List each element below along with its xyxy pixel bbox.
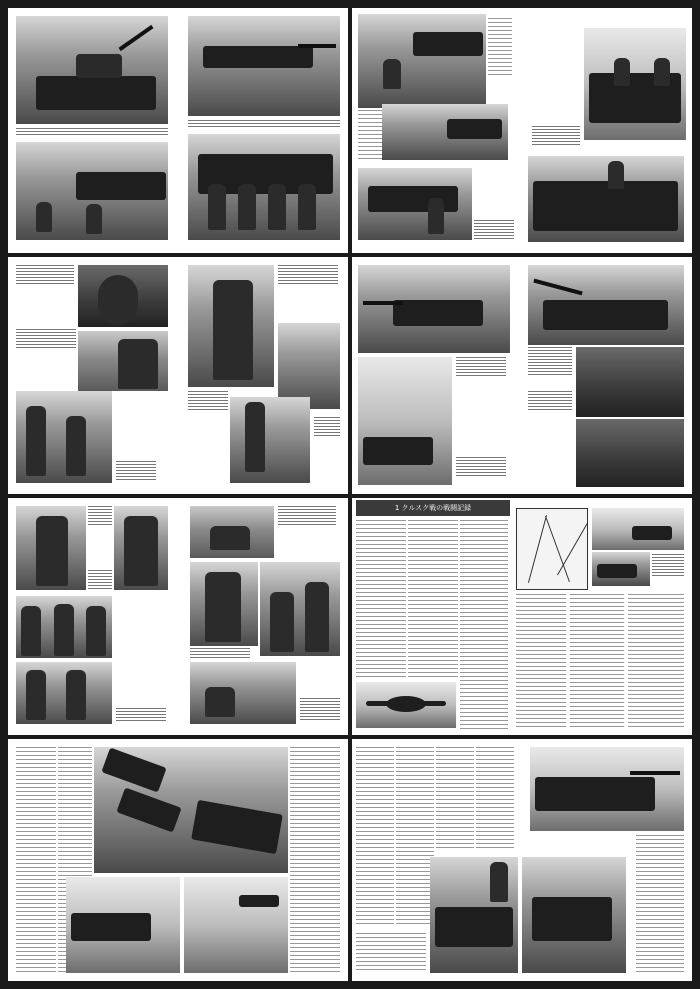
photo-tiger-crew-field: [358, 265, 510, 353]
photo-tiger-gun-raised: [528, 265, 684, 345]
tank-gun: [533, 279, 582, 296]
soldier-figure: [66, 416, 86, 476]
photo-caption: [16, 128, 168, 136]
spread-2-left: [8, 257, 348, 494]
soldier-figure: [98, 275, 138, 325]
soldier-figure: [26, 406, 46, 476]
soldier-figure: [608, 161, 624, 189]
caption-text: [488, 18, 512, 78]
soldier-figure: [210, 526, 250, 550]
photo-caption: [88, 506, 112, 526]
photo-tank-horizon-2: [184, 877, 288, 973]
spread-1-right: [352, 8, 692, 253]
photo-soldier-on-tank: [430, 857, 518, 973]
photo-caption: [116, 708, 166, 722]
photo-caption: [532, 126, 580, 146]
article-column: [636, 835, 684, 973]
photo-caption: [474, 220, 514, 240]
tank-hull: [36, 76, 156, 110]
soldier-figure: [36, 202, 52, 232]
tank-hull: [532, 897, 612, 941]
soldier-figure: [54, 604, 74, 656]
soldier-figure: [21, 606, 41, 656]
soldier-figure: [66, 670, 86, 720]
article-column: [570, 594, 624, 730]
soldier-figure: [205, 572, 241, 642]
tank-gun: [118, 25, 153, 51]
photo-soldiers-trench: [230, 397, 310, 483]
railcar: [116, 788, 181, 833]
article-column: [356, 747, 394, 927]
tank-hull: [413, 32, 483, 56]
soldier-figure: [86, 204, 102, 234]
soldier-figure: [490, 862, 508, 902]
photo-ferdinand-tank: [530, 747, 684, 831]
photo-soldiers-smoking: [260, 562, 340, 656]
photo-tank-interior: [576, 347, 684, 417]
article-column: [396, 747, 434, 927]
battle-map: [516, 508, 588, 590]
article-column: [16, 747, 56, 973]
photo-crew-on-tank: [584, 28, 686, 140]
photo-soldier-headphones: [78, 265, 168, 327]
photo-tank-horizon: [358, 357, 452, 485]
photo-tank-village: [16, 142, 168, 240]
photo-caption: [652, 554, 684, 578]
article-column: [460, 520, 508, 730]
map-line: [557, 523, 588, 575]
photo-caption: [188, 391, 228, 411]
soldier-figure: [26, 670, 46, 720]
soldier-figure: [428, 198, 444, 234]
soldier-figure: [238, 184, 256, 230]
photo-caption: [314, 417, 340, 437]
article-column: [408, 520, 458, 680]
spread-4-left: [8, 739, 348, 981]
photo-tank-column: [188, 16, 340, 116]
tank-hull: [71, 913, 151, 941]
tank-turret: [76, 54, 122, 78]
soldier-figure: [205, 687, 235, 717]
photo-caption: [528, 347, 572, 377]
photo-caption: [88, 570, 112, 590]
tank-hull: [447, 119, 502, 139]
tank-hull: [239, 895, 279, 907]
tank-hull: [363, 437, 433, 465]
article-column: [516, 594, 566, 730]
photo-officer-map: [16, 506, 86, 590]
spread-3-left: [8, 498, 348, 735]
soldier-figure: [118, 339, 158, 389]
photo-caption: [16, 329, 76, 349]
soldier-figure: [213, 280, 253, 380]
photo-soldiers-trench-rest: [190, 562, 258, 646]
map-line: [528, 515, 547, 583]
photo-tank-small: [592, 552, 650, 586]
soldier-figure: [614, 58, 630, 86]
photo-tank-crew: [358, 168, 472, 240]
photo-caption: [278, 506, 336, 526]
photo-soldier-helmet: [188, 265, 274, 387]
photo-tiger-closeup: [528, 156, 684, 242]
photo-tank-wreck: [522, 857, 626, 973]
spread-3-right: [352, 498, 692, 735]
photo-caption: [190, 648, 250, 660]
aircraft-wing: [366, 701, 446, 706]
soldier-figure: [305, 582, 329, 652]
tank-gun: [630, 771, 680, 775]
tank-hull: [203, 46, 313, 68]
soldier-figure: [124, 516, 158, 586]
photo-soldiers-group: [16, 596, 112, 658]
tank-hull: [535, 777, 655, 811]
article-column: [628, 594, 684, 730]
soldier-figure: [383, 59, 401, 89]
article-column: [356, 520, 406, 680]
photo-caption: [528, 391, 572, 411]
tank-hull: [76, 172, 166, 200]
photo-soldiers-foxhole: [190, 662, 296, 724]
photo-soldiers-on-tank: [188, 134, 340, 240]
tank-hull: [533, 181, 678, 231]
soldier-figure: [654, 58, 670, 86]
article-column: [476, 747, 514, 851]
tank-hull: [543, 300, 668, 330]
tank-gun: [298, 44, 336, 48]
photo-caption: [16, 265, 74, 285]
tank-gun: [363, 301, 403, 305]
tank-hull: [597, 564, 637, 578]
tank-hull: [191, 800, 283, 854]
tank-hull: [632, 526, 672, 540]
photo-caption: [188, 120, 340, 128]
photo-tank-in-field: [382, 104, 508, 160]
photo-panther-tank: [184, 747, 288, 873]
chapter-heading: 1 クルスク戦の戦闘記録: [356, 500, 510, 516]
photo-caption: [456, 357, 506, 377]
photo-tank-train: [94, 747, 184, 873]
soldier-figure: [36, 516, 68, 586]
photo-officer-portrait: [114, 506, 168, 590]
soldier-figure: [298, 184, 316, 230]
soldier-figure: [86, 606, 106, 656]
tank-hull: [435, 907, 513, 947]
photo-soldier-binoculars: [78, 331, 168, 391]
article-column: [436, 747, 474, 851]
article-column: [356, 933, 426, 973]
photo-tank-with-soldiers: [358, 14, 486, 108]
spread-4-right: [352, 739, 692, 981]
photo-caption: [278, 265, 338, 285]
photo-soldiers-rifles: [16, 391, 112, 483]
photo-tank-plain: [66, 877, 180, 973]
photo-tiger-tank: [16, 16, 168, 124]
soldier-figure: [208, 184, 226, 230]
spread-2-right: [352, 257, 692, 494]
photo-tanks-distance: [592, 508, 684, 550]
soldier-figure: [245, 402, 265, 472]
photo-soldier-crouching: [190, 506, 274, 558]
photo-aircraft: [356, 682, 456, 728]
photo-soldiers-marching: [16, 662, 112, 724]
tank-hull: [393, 300, 483, 326]
soldier-figure: [268, 184, 286, 230]
soldier-figure: [270, 592, 294, 652]
caption-text: [358, 110, 382, 160]
photo-caption: [116, 461, 156, 481]
photo-tank-hatch: [576, 419, 684, 487]
railcar: [101, 748, 166, 793]
photo-caption: [300, 698, 340, 722]
photo-caption: [456, 457, 506, 477]
article-column: [290, 747, 340, 973]
spread-1-left: [8, 8, 348, 253]
tank-hull: [368, 186, 458, 212]
